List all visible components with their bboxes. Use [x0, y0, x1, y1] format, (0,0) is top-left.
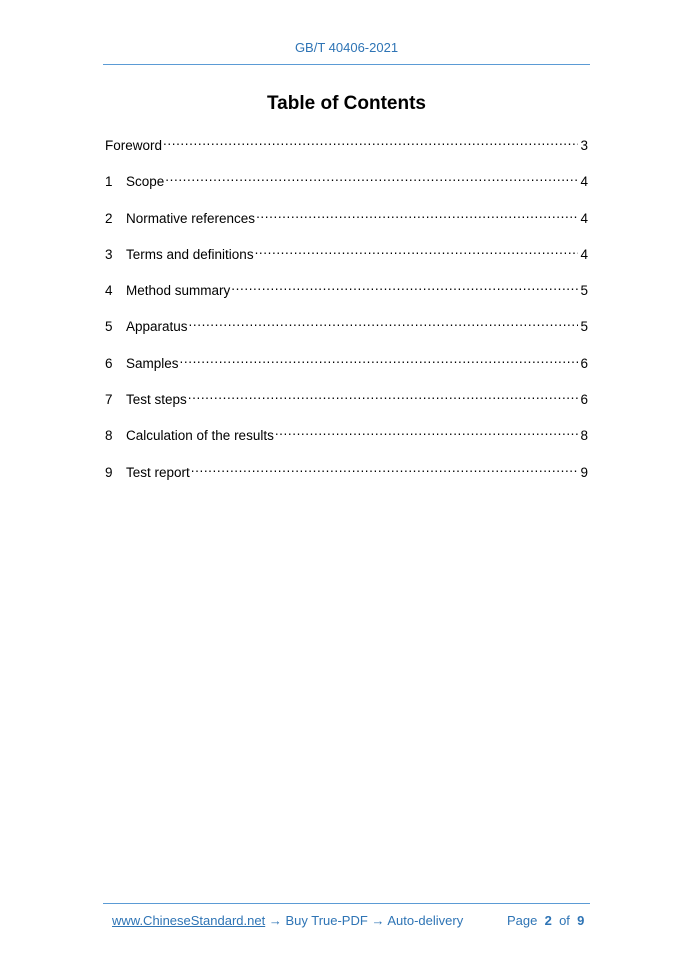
toc-entry-number: 9 [105, 464, 113, 480]
page-footer [112, 913, 590, 928]
toc-leader-dots [231, 277, 578, 295]
toc-entry-number: 3 [105, 246, 113, 262]
document-id-header: GB/T 40406-2021 [294, 40, 399, 55]
current-page-number: 2 [544, 913, 552, 928]
toc-entry-number: 4 [105, 283, 113, 299]
toc-leader-dots [165, 168, 578, 186]
toc-heading: Table of Contents [266, 93, 427, 114]
toc-entry-page: 4 [580, 246, 588, 262]
buy-pdf-text: Buy True-PDF [285, 913, 368, 928]
toc-entry-title: Method summary [126, 283, 231, 299]
toc-entry-page: 6 [580, 355, 588, 371]
toc-entry-title: Terms and definitions [126, 246, 254, 262]
toc-entry-method-summary[interactable] [105, 277, 588, 313]
arrow-icon: → [268, 913, 282, 928]
toc-entry-title: Normative references [126, 210, 256, 226]
toc-entry-title: Test steps [126, 392, 187, 408]
page-label: Page [507, 913, 538, 928]
toc-entry-page: 4 [580, 210, 588, 226]
toc-entry-test-report[interactable] [105, 459, 588, 495]
toc-entry-title: Foreword [105, 138, 163, 153]
footer-divider [103, 903, 590, 904]
total-page-number: 9 [577, 913, 585, 928]
toc-leader-dots [256, 205, 578, 223]
toc-entry-page: 3 [580, 138, 588, 153]
toc-entry-foreword[interactable] [105, 132, 588, 168]
toc-leader-dots [163, 132, 578, 150]
toc-entry-page: 5 [580, 283, 588, 299]
toc-entry-title: Apparatus [126, 319, 188, 335]
toc-entry-scope[interactable] [105, 168, 588, 204]
toc-entry-test-steps[interactable] [105, 386, 588, 422]
toc-entry-page: 5 [580, 319, 588, 335]
toc-entry-number: 1 [105, 174, 113, 190]
toc-entry-number: 2 [105, 210, 113, 226]
toc-entry-apparatus[interactable] [105, 313, 588, 349]
header-divider [103, 64, 590, 65]
toc-entry-page: 8 [580, 428, 588, 444]
toc-entry-samples[interactable] [105, 350, 588, 386]
arrow-icon: → [371, 913, 385, 928]
toc-entry-normative-references[interactable] [105, 205, 588, 241]
page-number-indicator [507, 913, 584, 928]
toc-leader-dots [255, 241, 578, 259]
toc-entry-page: 6 [580, 392, 588, 408]
toc-entry-number: 5 [105, 319, 113, 335]
toc-entry-page: 4 [580, 174, 588, 190]
toc-entry-page: 9 [580, 464, 588, 480]
toc-entry-title: Samples [126, 355, 179, 371]
toc-leader-dots [189, 313, 578, 331]
website-link[interactable]: www.ChineseStandard.net [112, 913, 266, 928]
toc-entry-number: 7 [105, 392, 113, 408]
toc-entry-calculation-results[interactable] [105, 422, 588, 458]
toc-leader-dots [188, 386, 578, 404]
toc-entry-title: Calculation of the results [126, 428, 274, 444]
auto-delivery-text: Auto-delivery [387, 913, 464, 928]
page-of-label: of [559, 913, 570, 928]
toc-entry-number: 6 [105, 355, 113, 371]
toc-entry-terms-definitions[interactable] [105, 241, 588, 277]
toc-entry-number: 8 [105, 428, 113, 444]
toc-entry-title: Scope [126, 174, 165, 190]
toc-entry-title: Test report [126, 464, 190, 480]
toc-leader-dots [275, 422, 578, 440]
toc-leader-dots [180, 350, 578, 368]
table-of-contents [105, 132, 588, 495]
toc-leader-dots [191, 459, 578, 477]
